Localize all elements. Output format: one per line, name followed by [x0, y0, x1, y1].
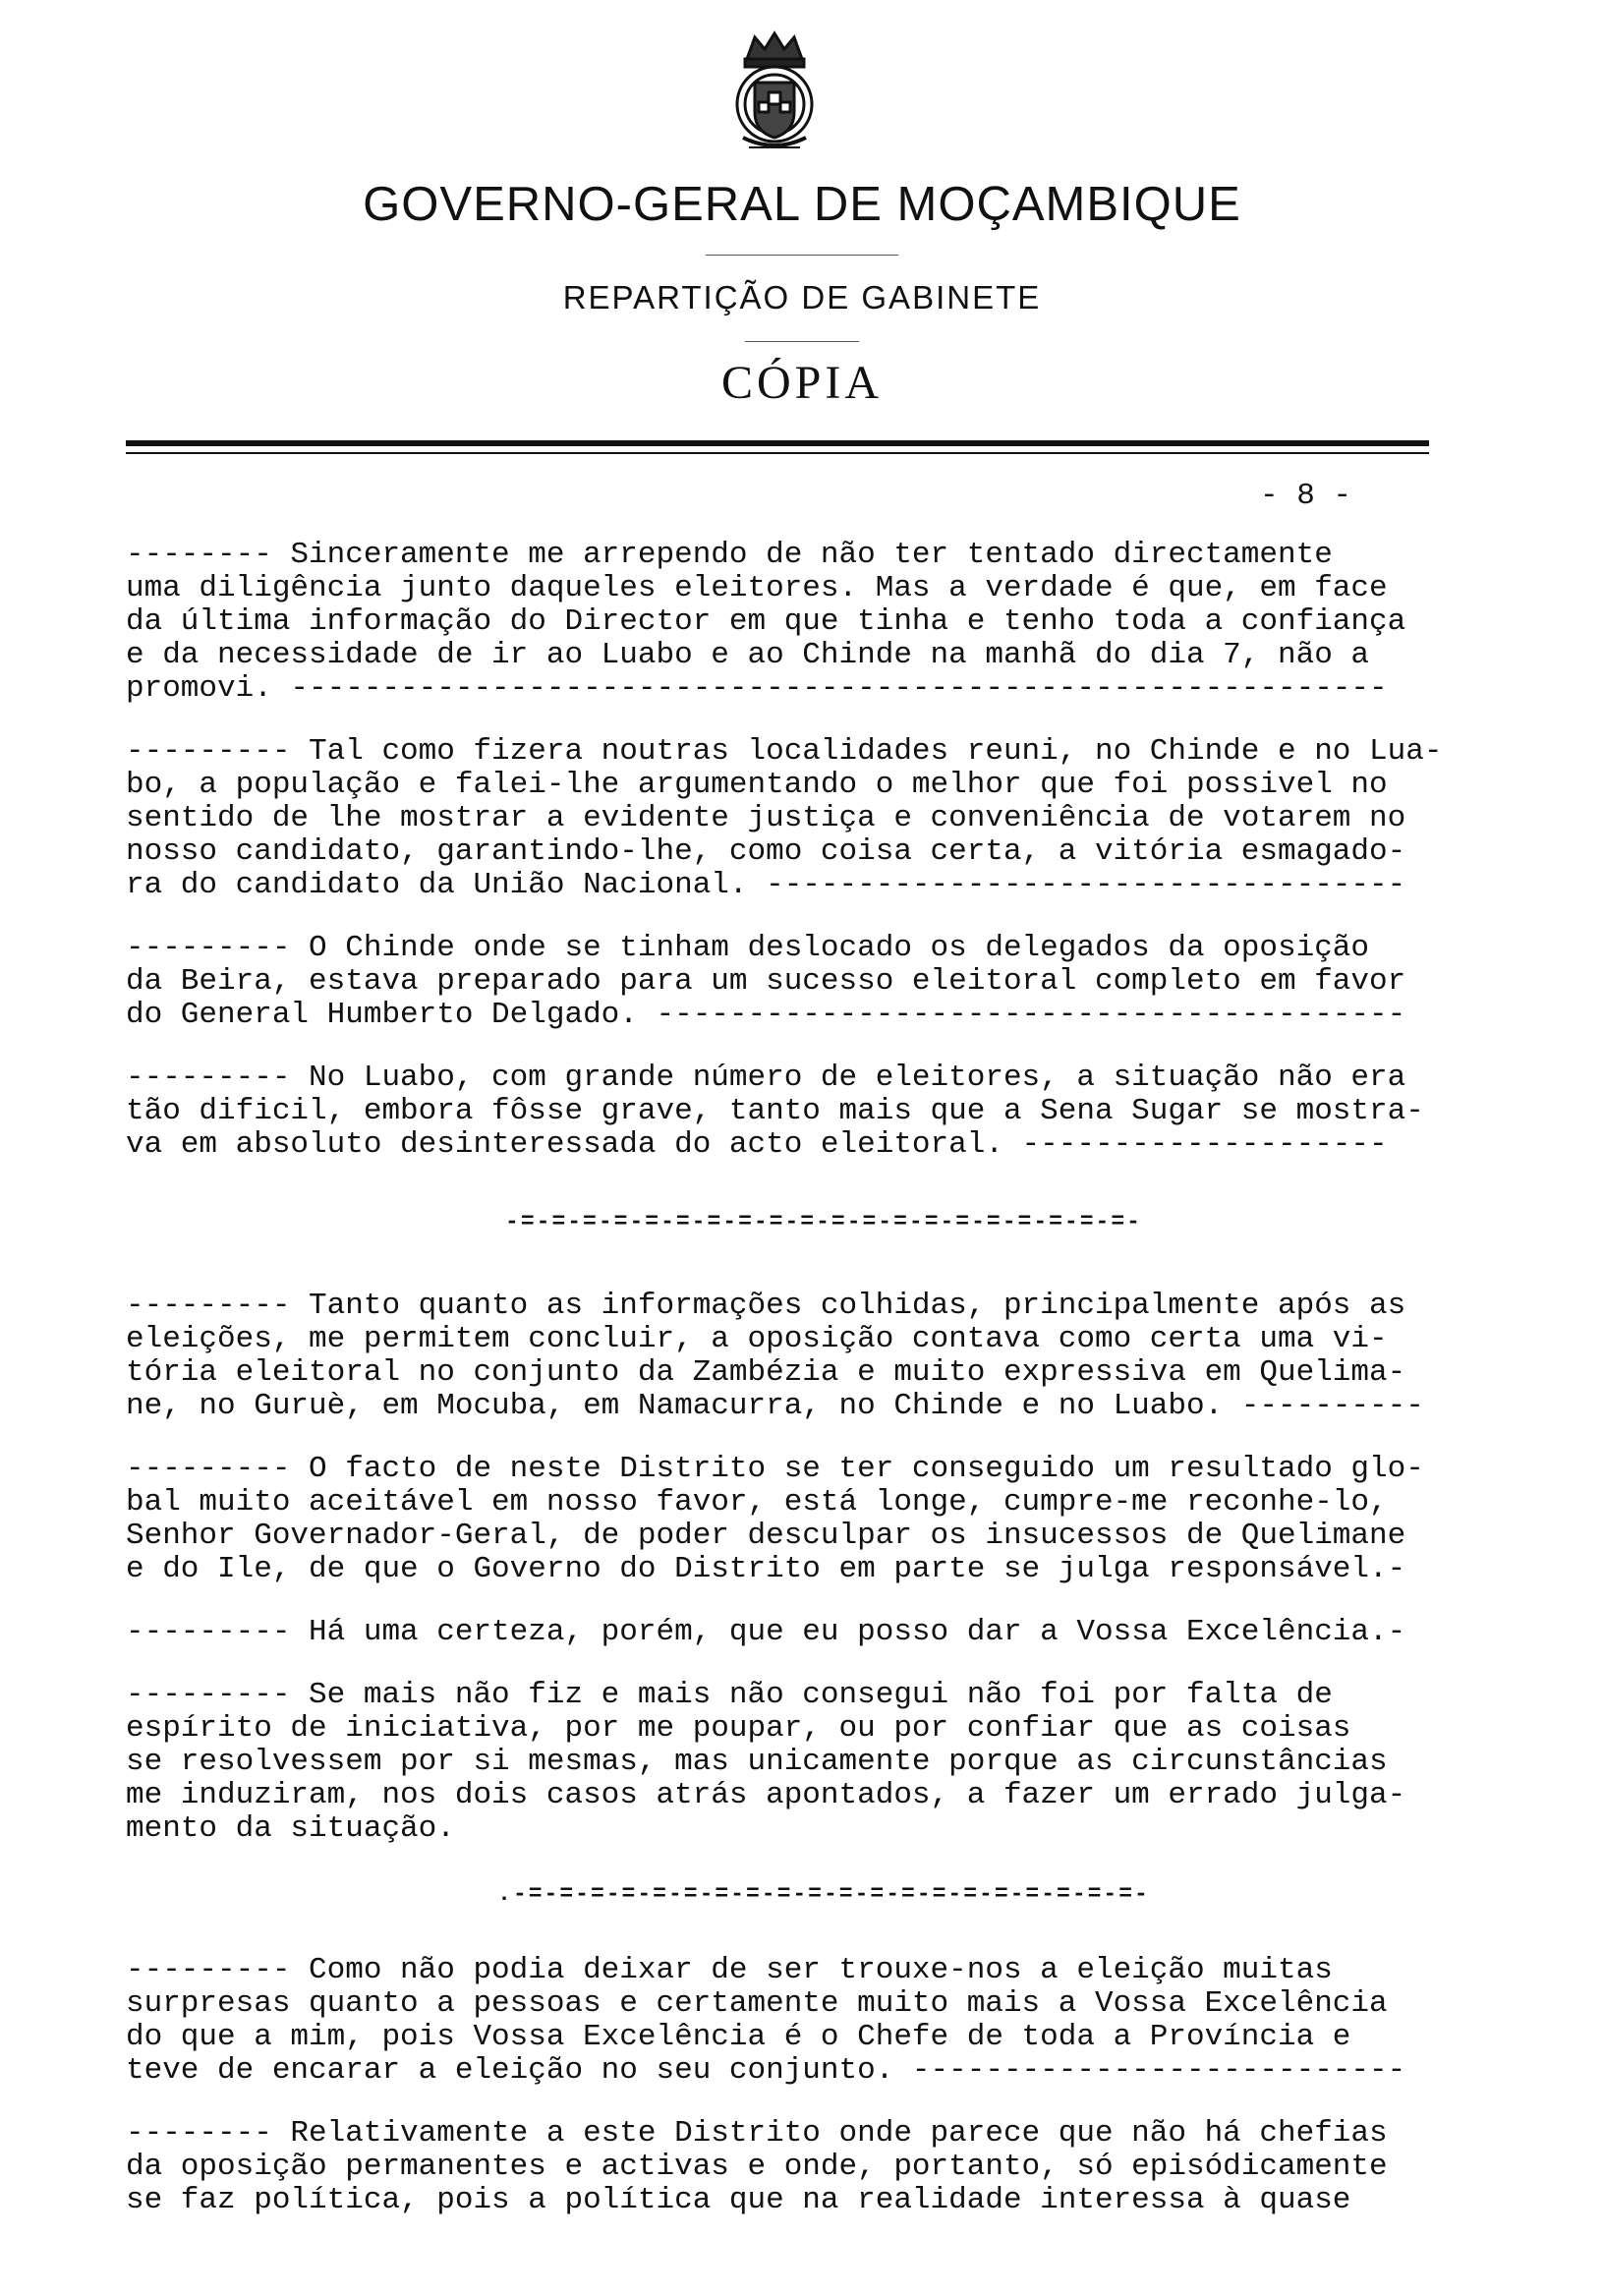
document-body: [126, 539, 1521, 2247]
section-separator: -=-=-=-=-=-=-=-=-=-=-=-=-=-=-=-=-=-=-=-=-: [505, 1209, 1142, 1234]
paragraph: --------- Se mais não fiz e mais não consegui não foi por falta de espírito de iniciativa, por me poupar, ou por confiar que as coisas se resolvessem por si mesmas, mas unicamente porque as circunstâncias me induziram, nos dois casos atrás apontados, a fazer um errado julga- mento da situação.: [126, 1678, 1406, 1846]
organization-name: GOVERNO-GERAL DE MOÇAMBIQUE: [363, 178, 1241, 231]
divider: [745, 341, 859, 342]
section-separator: .-=-=-=-=-=-=-=-=-=-=-=-=-=-=-=-=-=-=-=-=-: [497, 1881, 1150, 1907]
copy-label: CÓPIA: [720, 357, 884, 409]
paragraph: -------- Relativamente a este Distrito onde parece que não há chefias da oposição permanentes e activas e onde, portanto, só episódicamente se faz política, pois a política que na realidade interessa à quase: [126, 2116, 1388, 2217]
page-number: - 8 -: [1260, 479, 1352, 513]
paragraph: --------- Tanto quanto as informações colhidas, principalmente após as eleições, me permitem concluir, a oposição contava como certa uma vi- tória eleitoral no conjunto da Zambézia e muito expressiva em Quelima- ne, no Guruè, em Mocuba, em Namacurra, no Chinde e no Luabo. ----------: [126, 1289, 1424, 1423]
paragraph: --------- No Luabo, com grande número de eleitores, a situação não era tão dificil, embora fôsse grave, tanto mais que a Sena Sugar se mostra- va em absoluto desinteressada do acto eleitoral. --------------------: [126, 1061, 1424, 1162]
paragraph: --------- Tal como fizera noutras localidades reuni, no Chinde e no Lua- bo, a população e falei-lhe argumentando o melhor que foi possivel no sentido de lhe mostrar a evidente justiça e conveniência de votarem no nosso candidato, garantindo-lhe, como coisa certa, a vitória esmagado- ra do candidato da União Nacional. -----------------------------------: [126, 734, 1443, 902]
paragraph: --------- O Chinde onde se tinham deslocado os delegados da oposição da Beira, estava preparado para um sucesso eleitoral completo em favor do General Humberto Delgado. -----------------------------------------: [126, 931, 1406, 1032]
paragraph: -------- Sinceramente me arrependo de não ter tentado directamente uma diligência junto daqueles eleitores. Mas a verdade é que, em face da última informação do Director em que tinha e tenho toda a confiança e da necessidade de ir ao Luabo e ao Chinde na manhã do dia 7, não a promovi. ------------------------------------------------------------: [126, 538, 1406, 706]
coat-of-arms-icon: [725, 29, 824, 161]
paragraph: --------- Como não podia deixar de ser trouxe-nos a eleição muitas surpresas quanto a pessoas e certamente muito mais a Vossa Excelência do que a mim, pois Vossa Excelência é o Chefe de toda a Província e teve de encarar a eleição no seu conjunto. ---------------------------: [126, 1953, 1406, 2088]
paragraph: --------- O facto de neste Distrito se ter conseguido um resultado glo- bal muito aceitável em nosso favor, está longe, cumpre-me reconhe-lo, Senhor Governador-Geral, de poder desculpar os insucessos de Quelimane e do Ile, de que o Governo do Distrito em parte se julga responsável.-: [126, 1452, 1424, 1586]
divider: [706, 255, 898, 256]
department-name: REPARTIÇÃO DE GABINETE: [562, 279, 1042, 316]
paragraph: --------- Há uma certeza, porém, que eu posso dar a Vossa Excelência.-: [126, 1615, 1406, 1649]
header-rule-thin: [126, 452, 1429, 454]
header-rule-thick: [126, 440, 1429, 446]
